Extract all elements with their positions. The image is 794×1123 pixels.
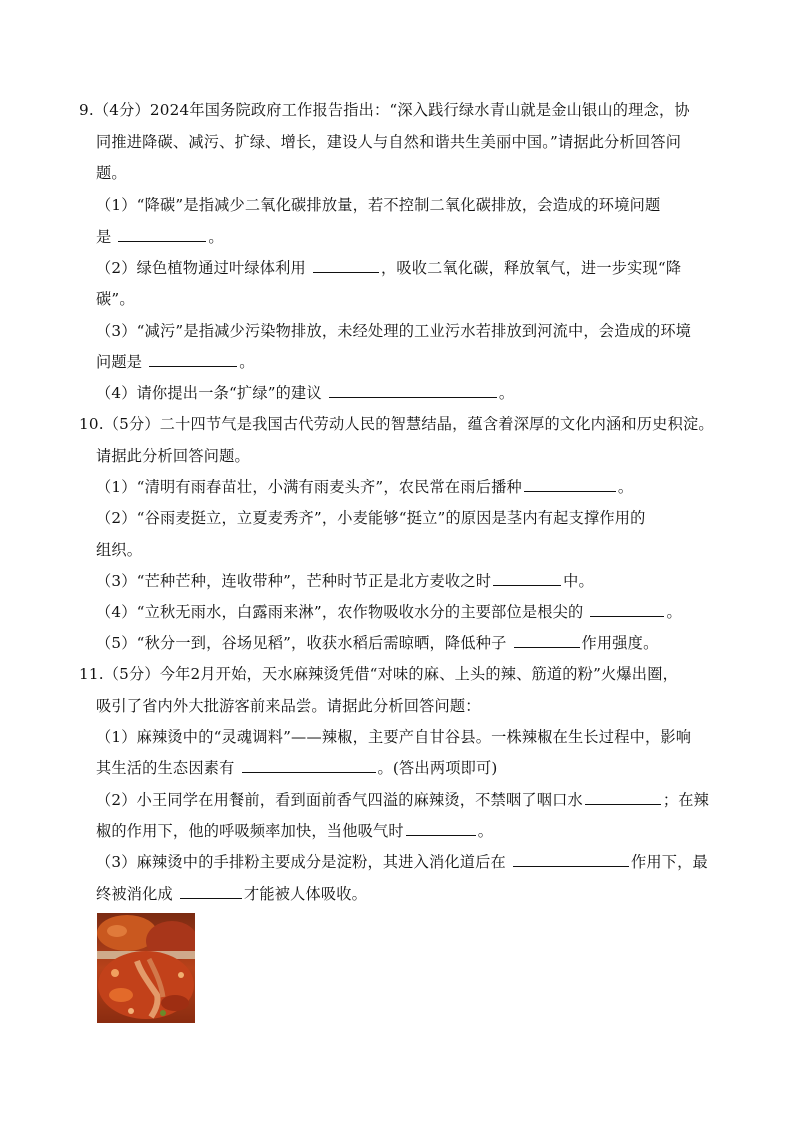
q11-line-2: 吸引了省内外大批游客前来品尝。请据此分析回答问题： — [96, 697, 481, 715]
q11-sub1-text: 其生活的生态因素有 — [96, 759, 235, 777]
q11-sub2-line-1 — [96, 790, 709, 810]
q11-sub3-line-1 — [96, 852, 708, 872]
q10-sub1-text: （1）“清明有雨春苗壮，小满有雨麦头齐”，农民常在雨后播种 — [96, 478, 522, 496]
q9-sub2-text-2: ，吸收二氧化碳，释放氧气，进一步实现“降 — [380, 259, 682, 277]
q9-sub4-end: 。 — [498, 384, 515, 402]
q11-sub3-end: 才能被人体吸收。 — [243, 885, 368, 903]
q10-sub1-end: 。 — [617, 478, 634, 496]
answer-blank[interactable] — [513, 852, 629, 867]
q10-sub5-end: 作用强度。 — [581, 634, 659, 652]
q10-sub4-end: 。 — [666, 603, 682, 621]
q11-sub2-text-2: ；在辣 — [662, 791, 710, 809]
answer-blank[interactable] — [329, 383, 497, 398]
q11-sub3-text-2: 作用下，最 — [630, 853, 708, 871]
q9-sub2-line-1 — [96, 258, 681, 278]
q10-sub5-text: （5）“秋分一到，谷场见稻”，收获水稻后需晾晒，降低种子 — [96, 634, 507, 652]
q9-sub3-end: 。 — [239, 353, 255, 371]
q11-sub2-end: 。 — [477, 822, 494, 840]
q10-sub2-line-2: 组织。 — [96, 541, 143, 559]
malatang-photo — [97, 913, 195, 1023]
q9-sub4-text: （4）请你提出一条“扩绿”的建议 — [96, 384, 322, 402]
answer-blank[interactable] — [406, 821, 476, 836]
q11-sub2-text-3: 椒的作用下，他的呼吸频率加快，当他吸气时 — [96, 822, 404, 840]
q9-line-1: 9.（4分）2024年国务院政府工作报告指出：“深入践行绿水青山就是金山银山的理念，协 — [79, 101, 690, 119]
q11-sub3-text: （3）麻辣烫中的手排粉主要成分是淀粉，其进入消化道后在 — [96, 853, 506, 871]
answer-blank[interactable] — [313, 258, 379, 273]
answer-blank[interactable] — [524, 477, 616, 492]
q11-sub1-end: 。(答出两项即可) — [377, 759, 498, 777]
answer-blank[interactable] — [149, 352, 237, 367]
q11-sub3-line-2 — [96, 884, 367, 904]
q9-sub1-line-2 — [96, 227, 224, 247]
q9-sub1-line-1: （1）“降碳”是指减少二氧化碳排放量，若不控制二氧化碳排放，会造成的环境问题 — [96, 196, 661, 214]
q10-sub3-text: （3）“芒种芒种，连收带种”，芒种时节正是北方麦收之时 — [96, 572, 492, 590]
q10-line-2: 请据此分析回答问题。 — [96, 447, 250, 465]
q10-line-1: 10.（5分）二十四节气是我国古代劳动人民的智慧结晶，蕴含着深厚的文化内涵和历史积淀。 — [79, 415, 714, 433]
q9-sub4-line-1 — [96, 383, 514, 403]
q11-sub1-line-2 — [96, 758, 498, 778]
q9-sub2-line-2: 碳”。 — [96, 290, 135, 308]
answer-blank[interactable] — [590, 602, 664, 617]
q10-sub2-line-1: （2）“谷雨麦挺立，立夏麦秀齐”，小麦能够“挺立”的原因是茎内有起支撑作用的 — [96, 509, 646, 527]
answer-blank[interactable] — [242, 758, 376, 773]
q9-line-3: 题。 — [96, 164, 127, 182]
answer-blank[interactable] — [118, 227, 206, 242]
q10-sub3-line-1 — [96, 571, 594, 591]
q11-sub2-text: （2）小王同学在用餐前，看到面前香气四溢的麻辣烫，不禁咽了咽口水 — [96, 791, 583, 809]
q9-sub1-end: 。 — [208, 228, 224, 246]
q11-sub1-line-1: （1）麻辣烫中的“灵魂调料”——辣椒，主要产自甘谷县。一株辣椒在生长过程中，影响 — [96, 728, 692, 746]
q9-sub3-text: 问题是 — [96, 353, 143, 371]
q9-sub3-line-1: （3）“减污”是指减少污染物排放，未经处理的工业污水若排放到河流中，会造成的环境 — [96, 322, 692, 340]
answer-blank[interactable] — [514, 633, 580, 648]
q10-sub5-line-1 — [96, 633, 658, 653]
answer-blank[interactable] — [585, 790, 661, 805]
q11-sub2-line-2 — [96, 821, 493, 841]
q10-sub1-line-1 — [96, 477, 633, 497]
q9-sub3-line-2 — [96, 352, 255, 372]
q9-sub2-text: （2）绿色植物通过叶绿体利用 — [96, 259, 306, 277]
answer-blank[interactable] — [180, 884, 242, 899]
q11-line-1: 11.（5分）今年2月开始，天水麻辣烫凭借“对味的麻、上头的辣、筋道的粉”火爆出圈， — [79, 665, 678, 683]
q10-sub4-text: （4）“立秋无雨水，白露雨来淋”，农作物吸收水分的主要部位是根尖的 — [96, 603, 584, 621]
q9-line-2: 同推进降碳、减污、扩绿、增长，建设人与自然和谐共生美丽中国。”请据此分析回答问 — [96, 133, 682, 151]
answer-blank[interactable] — [493, 571, 561, 586]
q10-sub4-line-1 — [96, 602, 682, 622]
q10-sub3-end: 中。 — [563, 572, 594, 590]
q9-sub1-text: 是 — [96, 228, 112, 246]
q11-sub3-text-3: 终被消化成 — [96, 885, 173, 903]
